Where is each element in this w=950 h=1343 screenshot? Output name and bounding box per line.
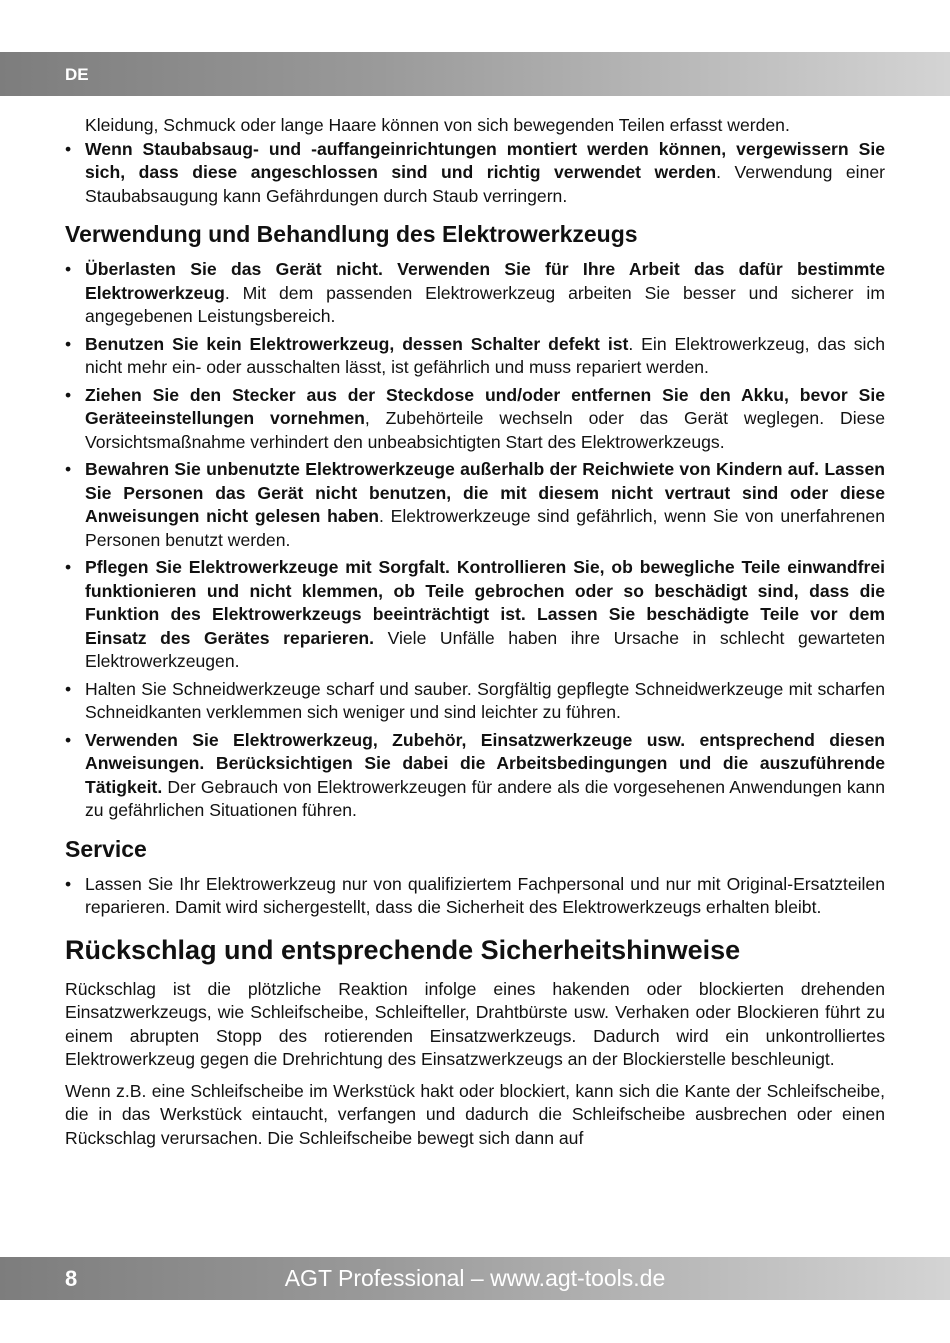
page-content — [65, 114, 885, 1158]
list-item-bold: Verwenden Sie Elektrowerkzeug, Zubehör, Einsatzwerkzeuge usw. entsprechend diesen Anweisungen. Berücksichtigen Sie dabei die Arbeitsbedingungen und die auszuführende Tätigkeit. — [85, 729, 885, 797]
list-item-bold: Benutzen Sie kein Elektrowerkzeug, dessen Schalter defekt ist — [85, 333, 629, 354]
list-item-text: . Verwendung einer Staubabsaugung kann Gefährdungen durch Staub verringern. — [85, 162, 886, 206]
list-item-text: Lassen Sie Ihr Elektrowerkzeug nur von qualifiziertem Fachpersonal und nur mit Original-Ersatzteilen reparieren. Damit wird sichergestellt, dass die Sicherheit des Elektrowerkzeugs erhalten bleibt. — [85, 873, 885, 917]
list-item — [65, 556, 885, 674]
kickback-paragraph-1: Rückschlag ist die plötzliche Reaktion infolge eines hakenden oder blockierten drehenden Einsatzwerkzeugs, wie Schleifscheibe, Schleifteller, Drahtbürste usw. Verhaken oder Blockieren führt zu einem abrupten Stopp des rotierenden Einsatzwerkzeugs. Dadurch wird ein unkontrolliertes Elektrowerkzeug gegen die Drehrichtung des Einsatzwerkzeugs an der Blockierstelle beschleunigt. — [65, 978, 885, 1069]
list-item-text: . Ein Elektrowerkzeug, das sich nicht mehr ein- oder ausschalten lässt, ist gefährlich und muss repariert werden. — [85, 333, 885, 377]
section-title-usage: Verwendung und Behandlung des Elektrowerkzeugs — [65, 221, 638, 247]
footer-bar — [0, 1257, 950, 1300]
list-item-text: , Zubehörteile wechseln oder das Gerät weglegen. Diese Vorsichtsmaßnahme verhindert den unbeabsichtigten Start des Elektrowerkzeugs. — [85, 408, 885, 452]
list-item — [65, 138, 885, 209]
list-item-bold: Pflegen Sie Elektrowerkzeuge mit Sorgfalt. Kontrollieren Sie, ob bewegliche Teile einwandfrei funktionieren und nicht klemmen, ob Teile gebrochen oder so beschädigt sind, dass die Funktion des Elektrowerkzeugs beeinträchtigt ist. Lassen Sie beschädigte Teile vor dem Einsatz des Gerätes reparieren. — [85, 557, 885, 648]
list-item-text: . Elektrowerkzeuge sind gefährlich, wenn Sie von unerfahrenen Personen benutzt werden. — [85, 506, 885, 550]
list-item — [65, 333, 885, 380]
usage-list — [65, 258, 885, 823]
list-item-bold: Überlasten Sie das Gerät nicht. Verwenden Sie für Ihre Arbeit das dafür bestimmte Elektrowerkzeug — [85, 259, 885, 303]
list-item — [65, 458, 885, 552]
list-item — [65, 258, 885, 329]
service-list — [65, 873, 885, 920]
list-item — [65, 678, 885, 725]
language-label: DE — [65, 65, 89, 84]
list-item — [65, 729, 885, 823]
section-title-service: Service — [65, 835, 147, 862]
footer-brand: AGT Professional – www.agt-tools.de — [284, 1265, 666, 1291]
list-item-text: . Mit dem passenden Elektrowerkzeug arbeiten Sie besser und sicherer im angegebenen Leistungsbereich. — [85, 282, 885, 326]
list-item — [65, 384, 885, 455]
intro-list — [65, 138, 885, 209]
list-item-bold: Ziehen Sie den Stecker aus der Steckdose und/oder entfernen Sie den Akku, bevor Sie Geräteeinstellungen vornehmen — [85, 384, 885, 428]
intro-continuation: Kleidung, Schmuck oder lange Haare können von sich bewegenden Teilen erfasst werden. — [85, 115, 790, 135]
list-item-text: Halten Sie Schneidwerkzeuge scharf und sauber. Sorgfältig gepflegte Schneidwerkzeuge mit scharfen Schneidkanten verklemmen sich weniger und sind leichter zu führen. — [85, 678, 885, 722]
list-item — [65, 873, 885, 920]
page-number: 8 — [65, 1266, 78, 1291]
list-item-bold: Bewahren Sie unbenutzte Elektrowerkzeuge außerhalb der Reichwiete von Kindern auf. Lassen Sie Personen das Gerät nicht benutzen, die mit diesem nicht vertraut sind oder diese Anweisungen nicht gelesen haben — [85, 459, 885, 526]
list-item-text: Viele Unfälle haben ihre Ursache in schlecht gewarteten Elektrowerkzeugen. — [85, 627, 886, 671]
list-item-bold: Wenn Staubabsaug- und -auffangeinrichtungen montiert werden können, vergewissern Sie sich, dass diese angeschlossen sind und richtig verwendet werden — [85, 138, 885, 182]
section-title-kickback: Rückschlag und entsprechende Sicherheitshinweise — [65, 934, 741, 965]
kickback-paragraph-2: Wenn z.B. eine Schleifscheibe im Werkstück hakt oder blockiert, kann sich die Kante der Schleifscheibe, die in das Werkstück eintaucht, verfangen und dadurch die Schleifscheibe ausbrechen oder einen Rückschlag verursachen. Die Schleifscheibe bewegt sich dann auf — [65, 1080, 885, 1148]
header-bar — [0, 52, 950, 96]
list-item-text: Der Gebrauch von Elektrowerkzeugen für andere als die vorgesehenen Anwendungen kann zu gefährlichen Situationen führen. — [85, 776, 885, 820]
